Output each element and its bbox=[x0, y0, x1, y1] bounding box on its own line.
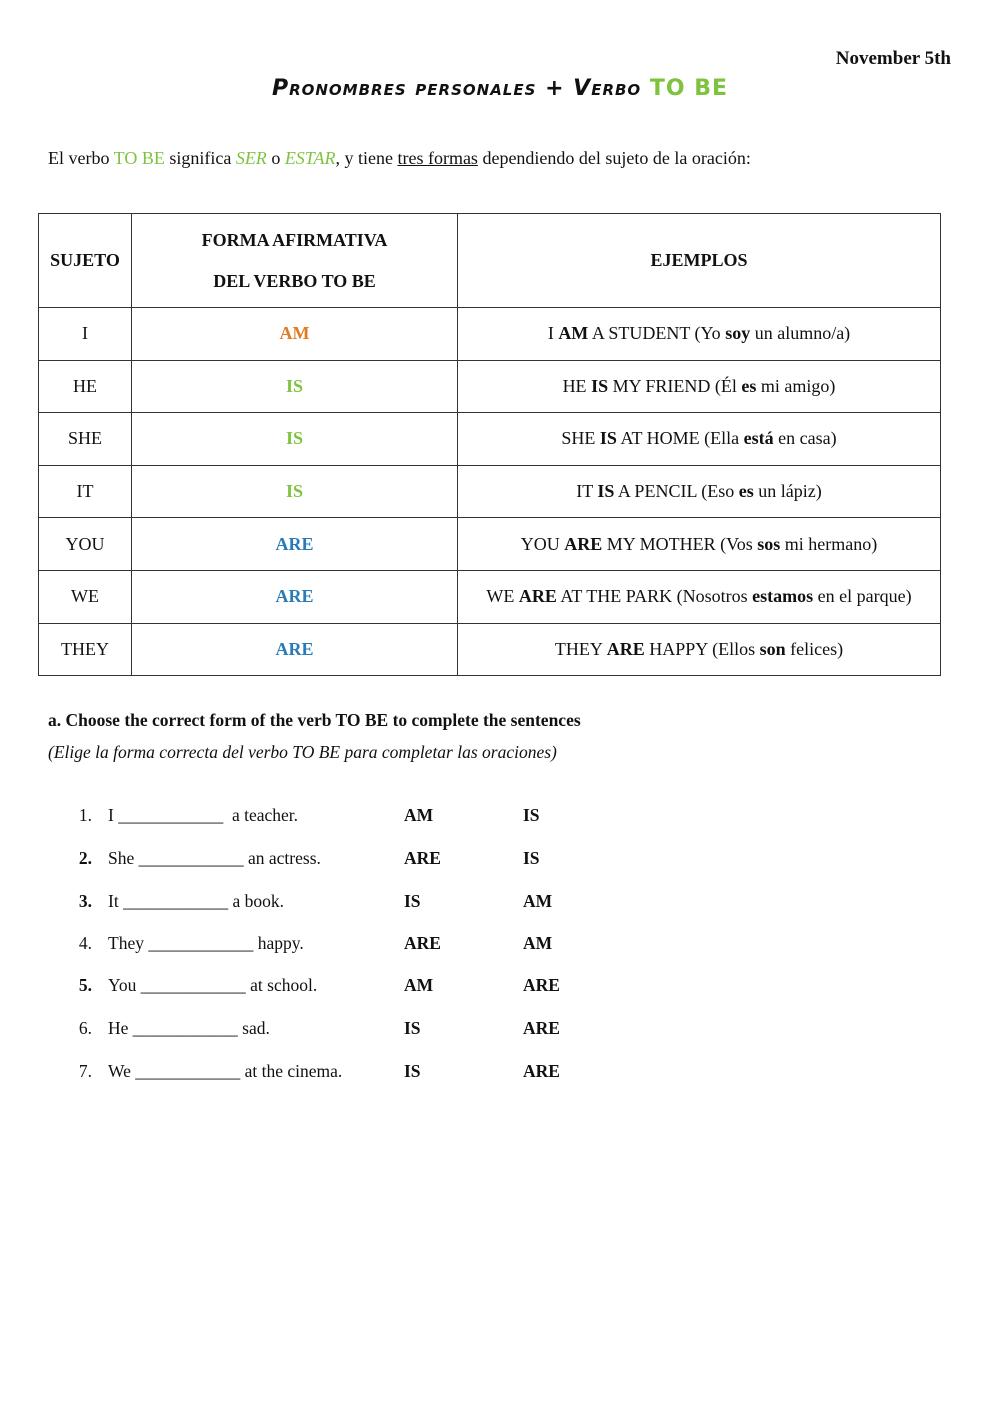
example-translation-verb: está bbox=[743, 428, 774, 449]
exercise-item bbox=[0, 1061, 700, 1089]
example-text: THEY bbox=[554, 638, 607, 659]
example-cell bbox=[458, 623, 941, 676]
option-1[interactable]: ARE bbox=[404, 848, 441, 868]
header-forma-line2: DEL VERBO TO BE bbox=[213, 270, 376, 291]
verb-table bbox=[38, 213, 941, 676]
option-2[interactable]: ARE bbox=[523, 1061, 560, 1081]
example-translation-verb: es bbox=[738, 481, 754, 502]
item-number: 6. bbox=[78, 1018, 92, 1038]
example-cell bbox=[458, 413, 941, 466]
table-row bbox=[39, 465, 941, 518]
item-sentence: They ____________ happy. bbox=[108, 933, 304, 953]
page-title bbox=[0, 76, 1000, 101]
example-text: HAPPY (Ellos bbox=[644, 638, 760, 659]
option-1[interactable]: ARE bbox=[404, 933, 441, 953]
exercise-item bbox=[0, 891, 700, 919]
subject-cell: HE bbox=[39, 360, 132, 413]
example-translation-verb: son bbox=[759, 638, 786, 659]
example-translation-verb: estamos bbox=[752, 586, 814, 607]
option-2[interactable]: ARE bbox=[523, 1018, 560, 1038]
example-text: HE bbox=[562, 375, 592, 396]
example-verb: IS bbox=[599, 428, 617, 449]
intro-paragraph bbox=[48, 148, 751, 169]
item-sentence: She ____________ an actress. bbox=[108, 848, 321, 868]
exercise-item bbox=[0, 1018, 700, 1046]
date-label: November 5th bbox=[835, 48, 951, 69]
item-sentence: It ____________ a book. bbox=[108, 891, 284, 911]
table-header-row bbox=[39, 214, 941, 308]
example-cell bbox=[458, 518, 941, 571]
item-number: 3. bbox=[78, 891, 92, 911]
intro-text: o bbox=[266, 148, 285, 168]
table-row bbox=[39, 570, 941, 623]
example-text: mi amigo) bbox=[756, 375, 836, 396]
example-cell bbox=[458, 360, 941, 413]
example-cell bbox=[458, 308, 941, 361]
title-text: Pronombres personales + Verbo bbox=[271, 76, 642, 101]
option-1[interactable]: AM bbox=[404, 805, 434, 825]
exercise-subtitle: (Elige la forma correcta del verbo TO BE para completar las oraciones) bbox=[48, 742, 557, 762]
verb-cell: AM bbox=[132, 308, 458, 361]
verb-cell: ARE bbox=[132, 623, 458, 676]
example-text: AT HOME (Ella bbox=[616, 428, 744, 449]
example-verb: ARE bbox=[606, 638, 645, 659]
header-forma bbox=[132, 214, 458, 308]
table-row bbox=[39, 360, 941, 413]
subject-cell: YOU bbox=[39, 518, 132, 571]
example-text: en casa) bbox=[773, 428, 837, 449]
example-text: en el parque) bbox=[813, 586, 912, 607]
example-verb: IS bbox=[591, 375, 609, 396]
header-ejemplos: EJEMPLOS bbox=[458, 214, 941, 308]
option-2[interactable]: AM bbox=[523, 891, 553, 911]
example-cell bbox=[458, 570, 941, 623]
verb-cell: IS bbox=[132, 413, 458, 466]
item-number: 7. bbox=[78, 1061, 92, 1081]
verb-cell: ARE bbox=[132, 518, 458, 571]
example-cell bbox=[458, 465, 941, 518]
header-sujeto: SUJETO bbox=[39, 214, 132, 308]
verb-cell: IS bbox=[132, 360, 458, 413]
option-2[interactable]: ARE bbox=[523, 975, 560, 995]
example-text: un alumno/a) bbox=[750, 323, 851, 344]
example-text: MY MOTHER (Vos bbox=[602, 533, 758, 554]
intro-tobe: TO BE bbox=[113, 148, 165, 168]
item-sentence: You ____________ at school. bbox=[108, 975, 318, 995]
example-text: MY FRIEND (Él bbox=[608, 375, 742, 396]
item-number: 5. bbox=[78, 975, 92, 995]
item-sentence: He ____________ sad. bbox=[108, 1018, 270, 1038]
option-1[interactable]: AM bbox=[404, 975, 434, 995]
example-verb: AM bbox=[558, 323, 589, 344]
exercise-item bbox=[0, 933, 700, 961]
intro-text: El verbo bbox=[48, 148, 114, 168]
intro-text: dependiendo del sujeto de la oración: bbox=[477, 148, 751, 168]
option-1[interactable]: IS bbox=[404, 891, 421, 911]
intro-text: , y tiene bbox=[335, 148, 398, 168]
intro-ser: SER bbox=[235, 148, 267, 168]
subject-cell: WE bbox=[39, 570, 132, 623]
title-highlight: TO BE bbox=[649, 76, 729, 101]
subject-cell: THEY bbox=[39, 623, 132, 676]
exercise-title: a. Choose the correct form of the verb TO BE to complete the sentences bbox=[48, 710, 581, 730]
table-row bbox=[39, 623, 941, 676]
example-text: WE bbox=[486, 586, 519, 607]
item-sentence: We ____________ at the cinema. bbox=[108, 1061, 343, 1081]
subject-cell: IT bbox=[39, 465, 132, 518]
example-text: AT THE PARK (Nosotros bbox=[556, 586, 753, 607]
example-text: IT bbox=[576, 481, 598, 502]
verb-cell: IS bbox=[132, 465, 458, 518]
exercise-item bbox=[0, 805, 700, 833]
intro-underlined: tres formas bbox=[397, 148, 478, 168]
option-1[interactable]: IS bbox=[404, 1018, 421, 1038]
example-text: mi hermano) bbox=[780, 533, 878, 554]
example-verb: ARE bbox=[518, 586, 557, 607]
table-row bbox=[39, 413, 941, 466]
subject-cell: SHE bbox=[39, 413, 132, 466]
exercise-item bbox=[0, 975, 700, 1003]
option-2[interactable]: IS bbox=[523, 805, 540, 825]
intro-estar: ESTAR bbox=[284, 148, 336, 168]
exercise-item bbox=[0, 848, 700, 876]
item-number: 2. bbox=[78, 848, 92, 868]
option-2[interactable]: IS bbox=[523, 848, 540, 868]
header-forma-line1: FORMA AFIRMATIVA bbox=[201, 229, 388, 250]
option-2[interactable]: AM bbox=[523, 933, 553, 953]
example-text: SHE bbox=[561, 428, 600, 449]
example-translation-verb: sos bbox=[757, 533, 781, 554]
example-text: I bbox=[547, 323, 559, 344]
example-text: felices) bbox=[785, 638, 844, 659]
subject-cell: I bbox=[39, 308, 132, 361]
item-number: 4. bbox=[78, 933, 92, 953]
item-number: 1. bbox=[78, 805, 92, 825]
table-row bbox=[39, 518, 941, 571]
example-verb: ARE bbox=[564, 533, 603, 554]
example-text: A STUDENT (Yo bbox=[588, 323, 726, 344]
example-text: un lápiz) bbox=[753, 481, 822, 502]
example-verb: IS bbox=[597, 481, 615, 502]
table-row bbox=[39, 308, 941, 361]
example-text: A PENCIL (Eso bbox=[614, 481, 739, 502]
example-translation-verb: es bbox=[741, 375, 757, 396]
option-1[interactable]: IS bbox=[404, 1061, 421, 1081]
example-text: YOU bbox=[520, 533, 565, 554]
example-translation-verb: soy bbox=[725, 323, 751, 344]
intro-text: significa bbox=[164, 148, 236, 168]
verb-cell: ARE bbox=[132, 570, 458, 623]
item-sentence: I ____________ a teacher. bbox=[108, 805, 299, 825]
